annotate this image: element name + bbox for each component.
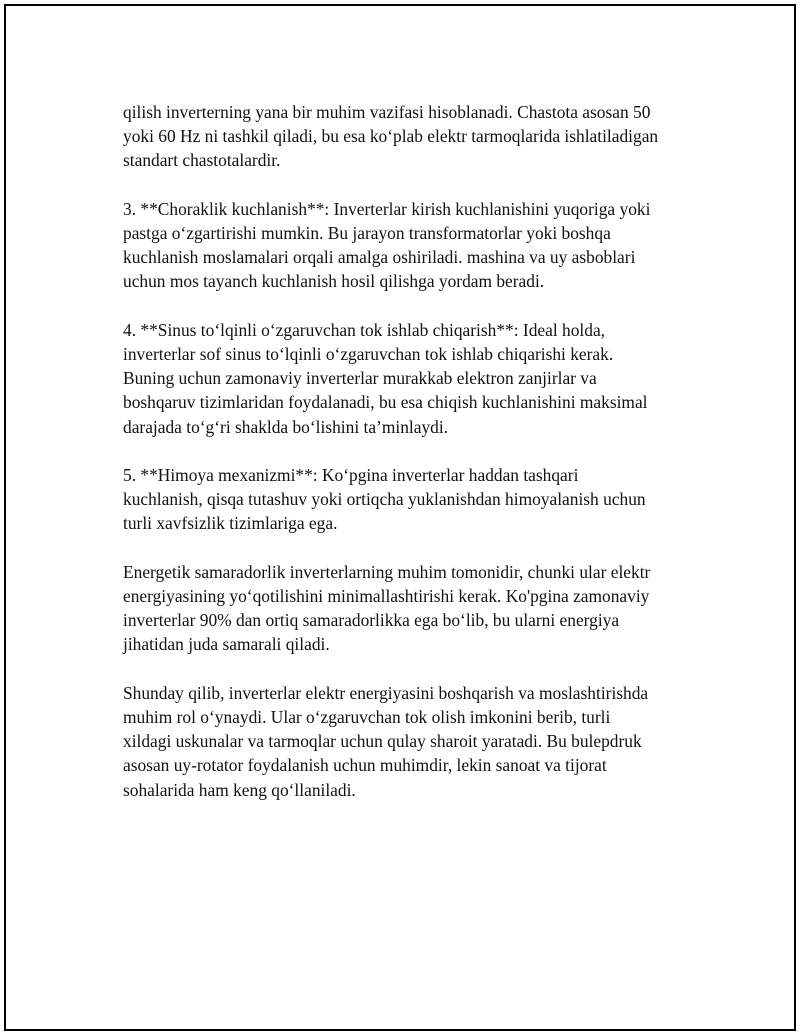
paragraph-voltage-conversion: 3. **Choraklik kuchlanish**: Inverterlar kirish kuchlanishini yuqoriga yoki pastga oʻzgartirishi mumkin. Bu jarayon transformatorlar yoki boshqa kuchlanish moslamalari orqali amalga oshiriladi. mashina va uy asboblari uchun mos tayanch kuchlanish hosil qilishga yordam beradi. (123, 198, 651, 292)
paragraph-protection: 5. **Himoya mexanizmi**: Koʻpgina inverterlar haddan tashqari kuchlanish, qisqa tutashuv yoki ortiqcha yuklanishdan himoyalanish uchun turli xavfsizlik tizimlariga ega. (123, 465, 646, 534)
paragraph-sine-wave: 4. **Sinus toʻlqinli oʻzgaruvchan tok ishlab chiqarish**: Ideal holda, inverterlar sof sinus toʻlqinli oʻzgaruvchan tok ishlab chiqarishi kerak. Buning uchun zamonaviy inverterlar murakkab elektron zanjirlar va boshqaruv tizimlaridan foydalanadi, bu esa chiqish kuchlanishini maksimal darajada toʻgʻri shaklda boʻlishini taʼminlaydi. (123, 319, 648, 437)
page-frame (4, 4, 796, 1031)
document-body (123, 100, 703, 802)
paragraph-efficiency: Energetik samaradorlik inverterlarning muhim tomonidir, chunki ular elektr energiyasining yoʻqotilishini minimallashtirishi kerak. Ko'pgina zamonaviy inverterlar 90% dan ortiq samaradorlikka ega boʻlib, bu ularni energiya jihatidan juda samarali qiladi. (123, 561, 651, 655)
paragraph-frequency: qilish inverterning yana bir muhim vazifasi hisoblanadi. Chastota asosan 50 yoki 60 Hz ni tashkil qiladi, bu esa koʻplab elektr tarmoqlarida ishlatiladigan standart chastotalardir. (123, 102, 659, 171)
paragraph-conclusion: Shunday qilib, inverterlar elektr energiyasini boshqarish va moslashtirishda muhim rol oʻynaydi. Ular oʻzgaruvchan tok olish imkonini berib, turli xildagi uskunalar va tarmoqlar uchun qulay sharoit yaratadi. Bu bulepdruk asosan uy-rotator foydalanish uchun muhimdir, lekin sanoat va tijorat sohalarida ham keng qoʻllaniladi. (123, 682, 649, 800)
